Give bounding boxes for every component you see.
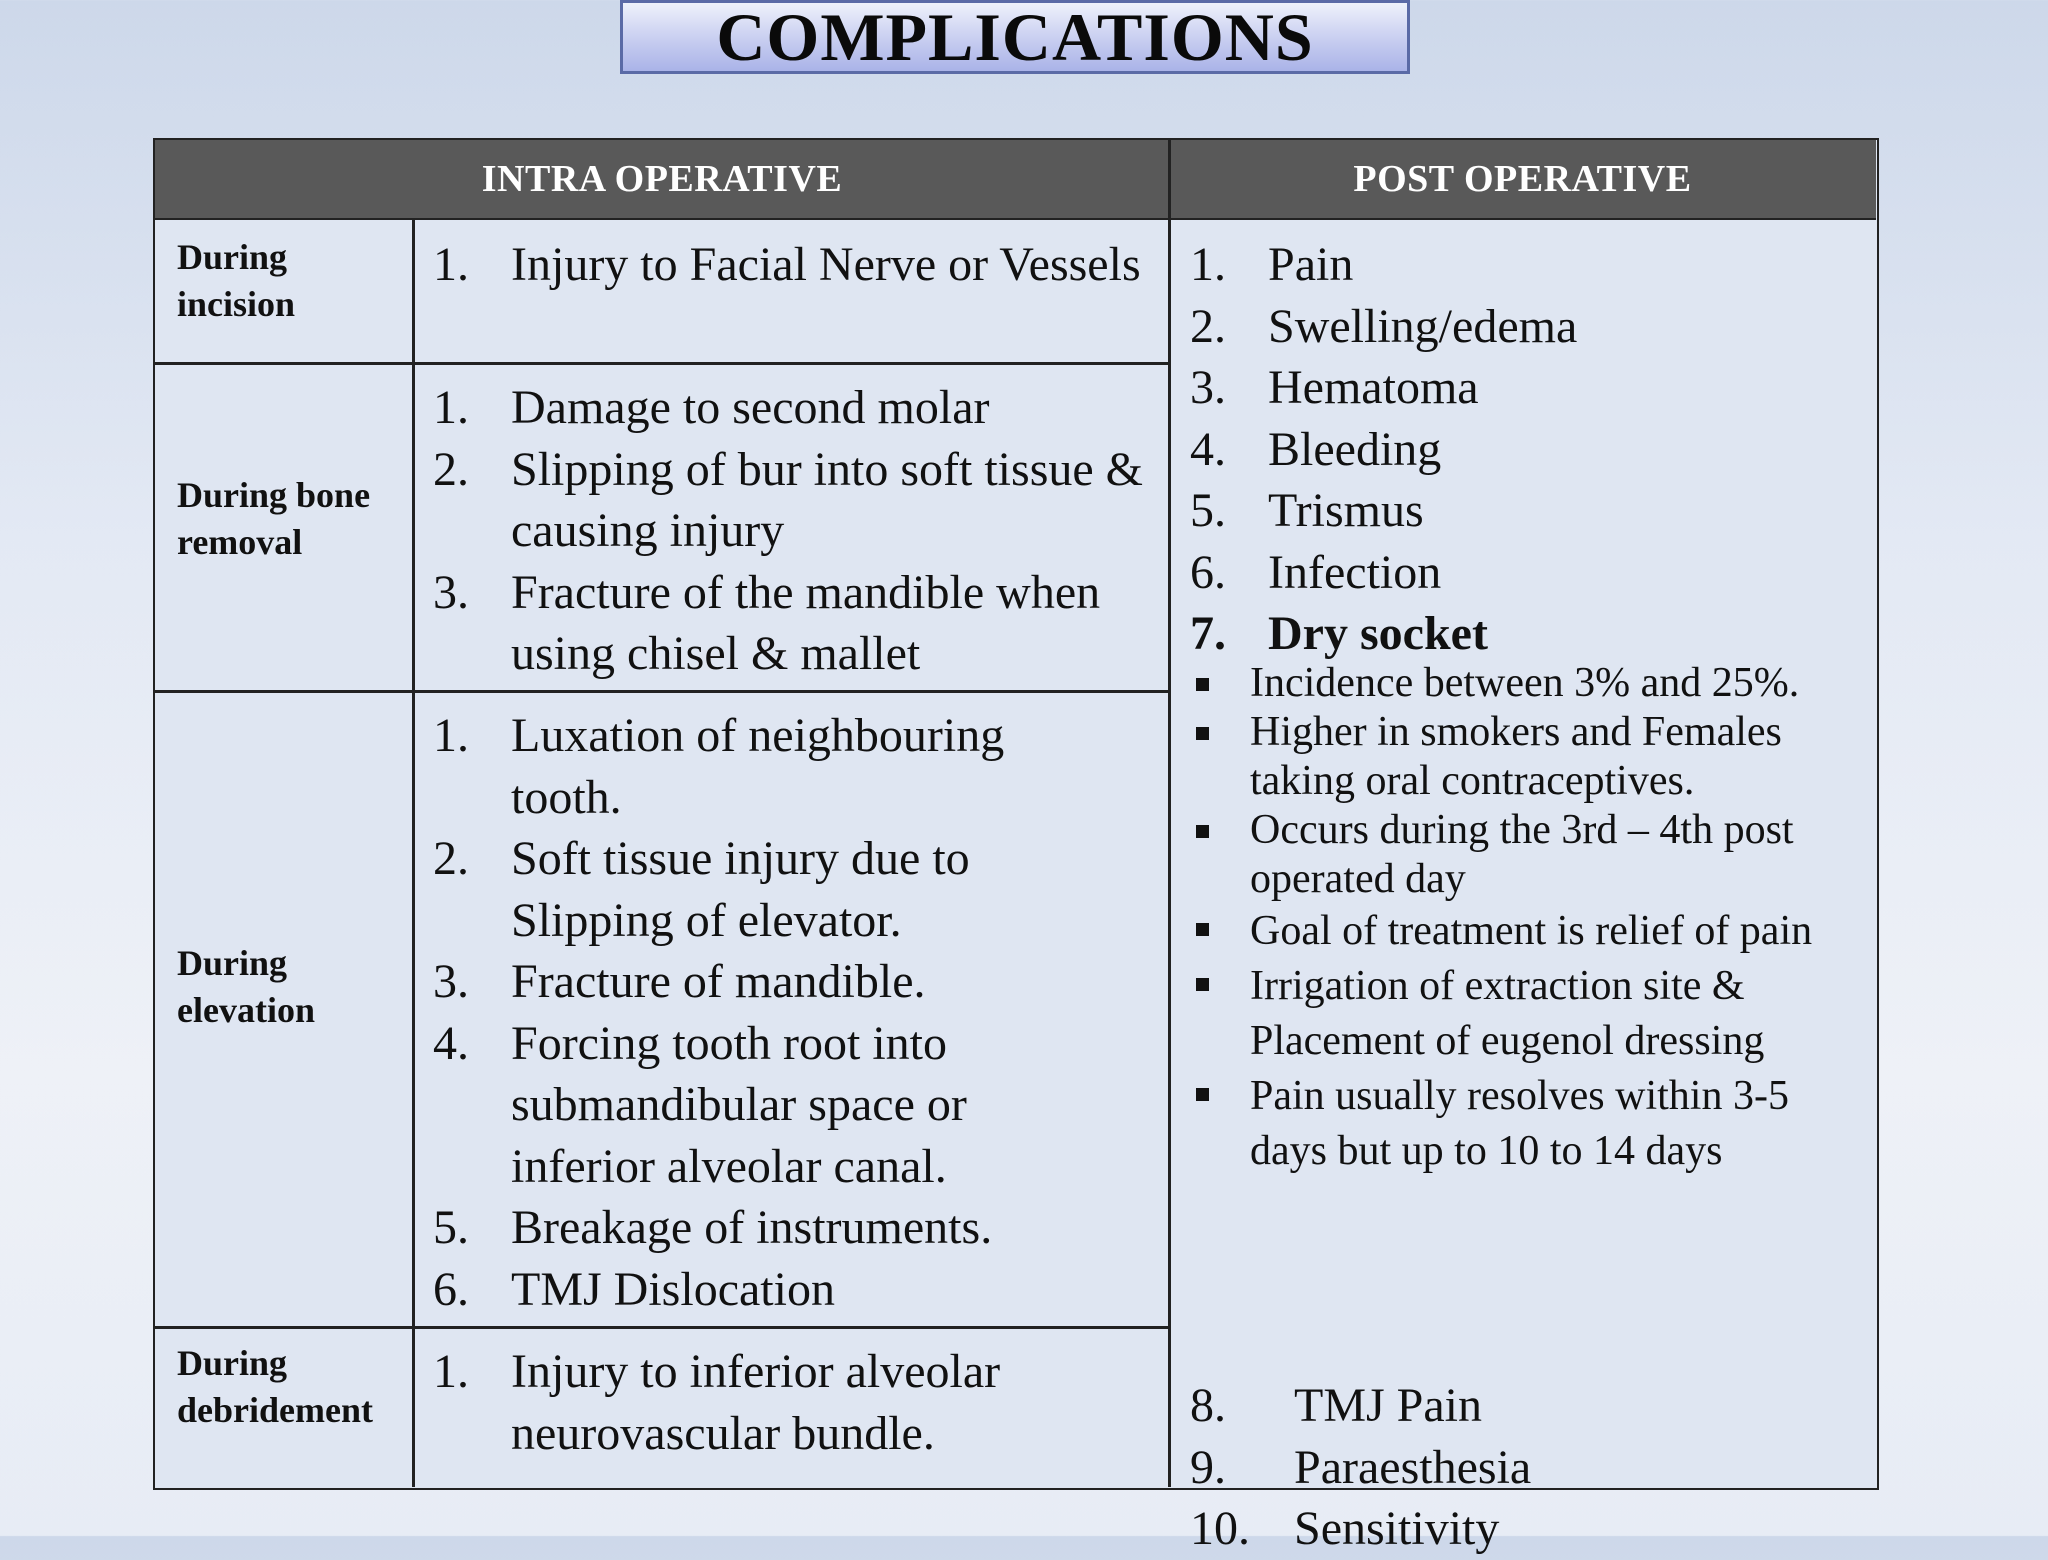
row-label-incision <box>177 234 295 328</box>
item-number: 1. <box>433 709 469 762</box>
item-number: 8. <box>1190 1379 1226 1432</box>
item-text: Luxation of neighbouring tooth. <box>511 709 1005 824</box>
item-number: 7. <box>1190 607 1226 660</box>
list-item <box>433 1259 1093 1321</box>
column-divider-main <box>1168 140 1171 1487</box>
item-number: 1. <box>433 238 469 291</box>
list-item <box>1190 357 1860 419</box>
item-number: 2. <box>433 832 469 885</box>
bone-removal-list <box>433 377 1173 685</box>
item-text: Damage to second molar <box>511 381 990 434</box>
item-number: 3. <box>433 955 469 1008</box>
item-text: Trismus <box>1268 484 1424 537</box>
bullet-item <box>1190 659 1870 708</box>
item-number: 10. <box>1190 1502 1250 1555</box>
row-label-debridement <box>177 1340 373 1434</box>
bullet-text: Incidence between 3% and 25%. <box>1250 660 1800 706</box>
item-number: 4. <box>433 1016 469 1070</box>
item-text: TMJ Dislocation <box>511 1262 835 1316</box>
list-item <box>433 1341 1073 1464</box>
bullet-text: Goal of treatment is relief of pain <box>1250 908 1813 954</box>
row-label-line: During <box>177 237 288 277</box>
list-item <box>433 377 1173 439</box>
item-text: Fracture of mandible. <box>511 955 926 1008</box>
post-operative-list-continued <box>1190 1375 1860 1560</box>
list-item <box>1190 1437 1860 1499</box>
list-item <box>433 562 1173 685</box>
list-item <box>433 705 1093 828</box>
bullet-item <box>1190 959 1870 1069</box>
item-number: 3. <box>433 565 469 619</box>
list-item <box>1190 419 1860 481</box>
list-item <box>1190 480 1860 542</box>
item-number: 2. <box>1190 299 1226 353</box>
item-text: Pain <box>1268 238 1354 291</box>
row-label-line: During bone <box>177 475 371 515</box>
bullet-item <box>1190 806 1870 904</box>
item-number: 5. <box>1190 484 1226 537</box>
row-label-line: elevation <box>177 989 315 1030</box>
item-text: Hematoma <box>1268 361 1479 414</box>
item-text: Bleeding <box>1268 422 1442 476</box>
bullet-text: Pain usually resolves within 3-5 days but up to 10 to 14 days <box>1250 1073 1789 1174</box>
item-text: Forcing tooth root into submandibular space or inferior alveolar canal. <box>511 1016 967 1193</box>
list-item <box>433 1197 1093 1259</box>
item-number: 6. <box>1190 545 1226 599</box>
bullet-item <box>1190 708 1870 806</box>
item-number: 6. <box>433 1262 469 1316</box>
item-text: Infection <box>1268 545 1442 599</box>
debridement-list <box>433 1341 1073 1464</box>
row-divider-1 <box>155 362 1169 365</box>
bullet-square-icon <box>1196 978 1209 991</box>
row-divider-3 <box>155 1326 1169 1329</box>
list-item <box>1190 542 1860 604</box>
bullet-square-icon <box>1196 678 1209 691</box>
item-text: Paraesthesia <box>1294 1440 1532 1494</box>
row-label-line: removal <box>177 521 303 562</box>
item-text: Soft tissue injury due to Slipping of elevator. <box>511 832 970 947</box>
page-title: COMPLICATIONS <box>716 0 1314 75</box>
bullet-text: Higher in smokers and Females taking oral contraceptives. <box>1250 709 1782 804</box>
bullet-text: Irrigation of extraction site & Placement of eugenol dressing <box>1250 963 1765 1064</box>
bullet-square-icon <box>1196 825 1209 838</box>
list-item <box>1190 234 1860 296</box>
item-number: 3. <box>1190 361 1226 414</box>
row-label-line: During <box>177 943 288 983</box>
item-text: Injury to inferior alveolar neurovascular bundle. <box>511 1345 1001 1460</box>
dry-socket-bullets <box>1190 659 1870 1179</box>
item-number: 2. <box>433 442 469 496</box>
item-text: Dry socket <box>1268 607 1488 660</box>
complications-table <box>153 138 1879 1555</box>
item-text: Breakage of instruments. <box>511 1201 993 1254</box>
bullet-square-icon <box>1196 1088 1209 1101</box>
list-item <box>433 1013 1093 1198</box>
elevation-list <box>433 705 1093 1320</box>
row-label-elevation <box>177 940 315 1034</box>
list-item <box>1190 1375 1860 1437</box>
row-label-line: During <box>177 1343 288 1383</box>
post-operative-list <box>1190 234 1860 665</box>
row-label-line: debridement <box>177 1389 373 1430</box>
item-text: Swelling/edema <box>1268 299 1578 353</box>
row-label-bone-removal <box>177 472 370 566</box>
incision-list <box>433 234 1153 296</box>
bullet-text: Occurs during the 3rd – 4th post operated day <box>1250 807 1794 902</box>
title-box <box>620 0 1410 74</box>
list-item <box>1190 296 1860 358</box>
item-number: 1. <box>433 1345 469 1398</box>
list-item <box>433 439 1173 562</box>
bullet-item <box>1190 1069 1870 1179</box>
row-label-line: incision <box>177 283 296 324</box>
list-item <box>433 828 1093 951</box>
row-divider-2 <box>155 690 1169 693</box>
item-number: 1. <box>1190 238 1226 291</box>
bullet-item <box>1190 904 1870 959</box>
column-divider-label <box>412 220 415 1487</box>
item-text: Sensitivity <box>1294 1502 1500 1555</box>
item-text: Fracture of the mandible when using chisel & mallet <box>511 565 1101 680</box>
item-number: 9. <box>1190 1440 1226 1494</box>
item-text: TMJ Pain <box>1294 1379 1483 1432</box>
header-intra-operative: INTRA OPERATIVE <box>155 140 1169 220</box>
list-item <box>1190 1498 1860 1560</box>
item-text: Slipping of bur into soft tissue & causing injury <box>511 442 1144 557</box>
list-item <box>433 951 1093 1013</box>
item-number: 5. <box>433 1201 469 1254</box>
item-number: 1. <box>433 381 469 434</box>
list-item <box>433 234 1153 296</box>
item-number: 4. <box>1190 422 1226 476</box>
item-text: Injury to Facial Nerve or Vessels <box>511 238 1141 291</box>
bullet-square-icon <box>1196 923 1209 936</box>
list-item-dry-socket <box>1190 603 1860 665</box>
header-post-operative: POST OPERATIVE <box>1169 140 1876 220</box>
bullet-square-icon <box>1196 727 1209 740</box>
